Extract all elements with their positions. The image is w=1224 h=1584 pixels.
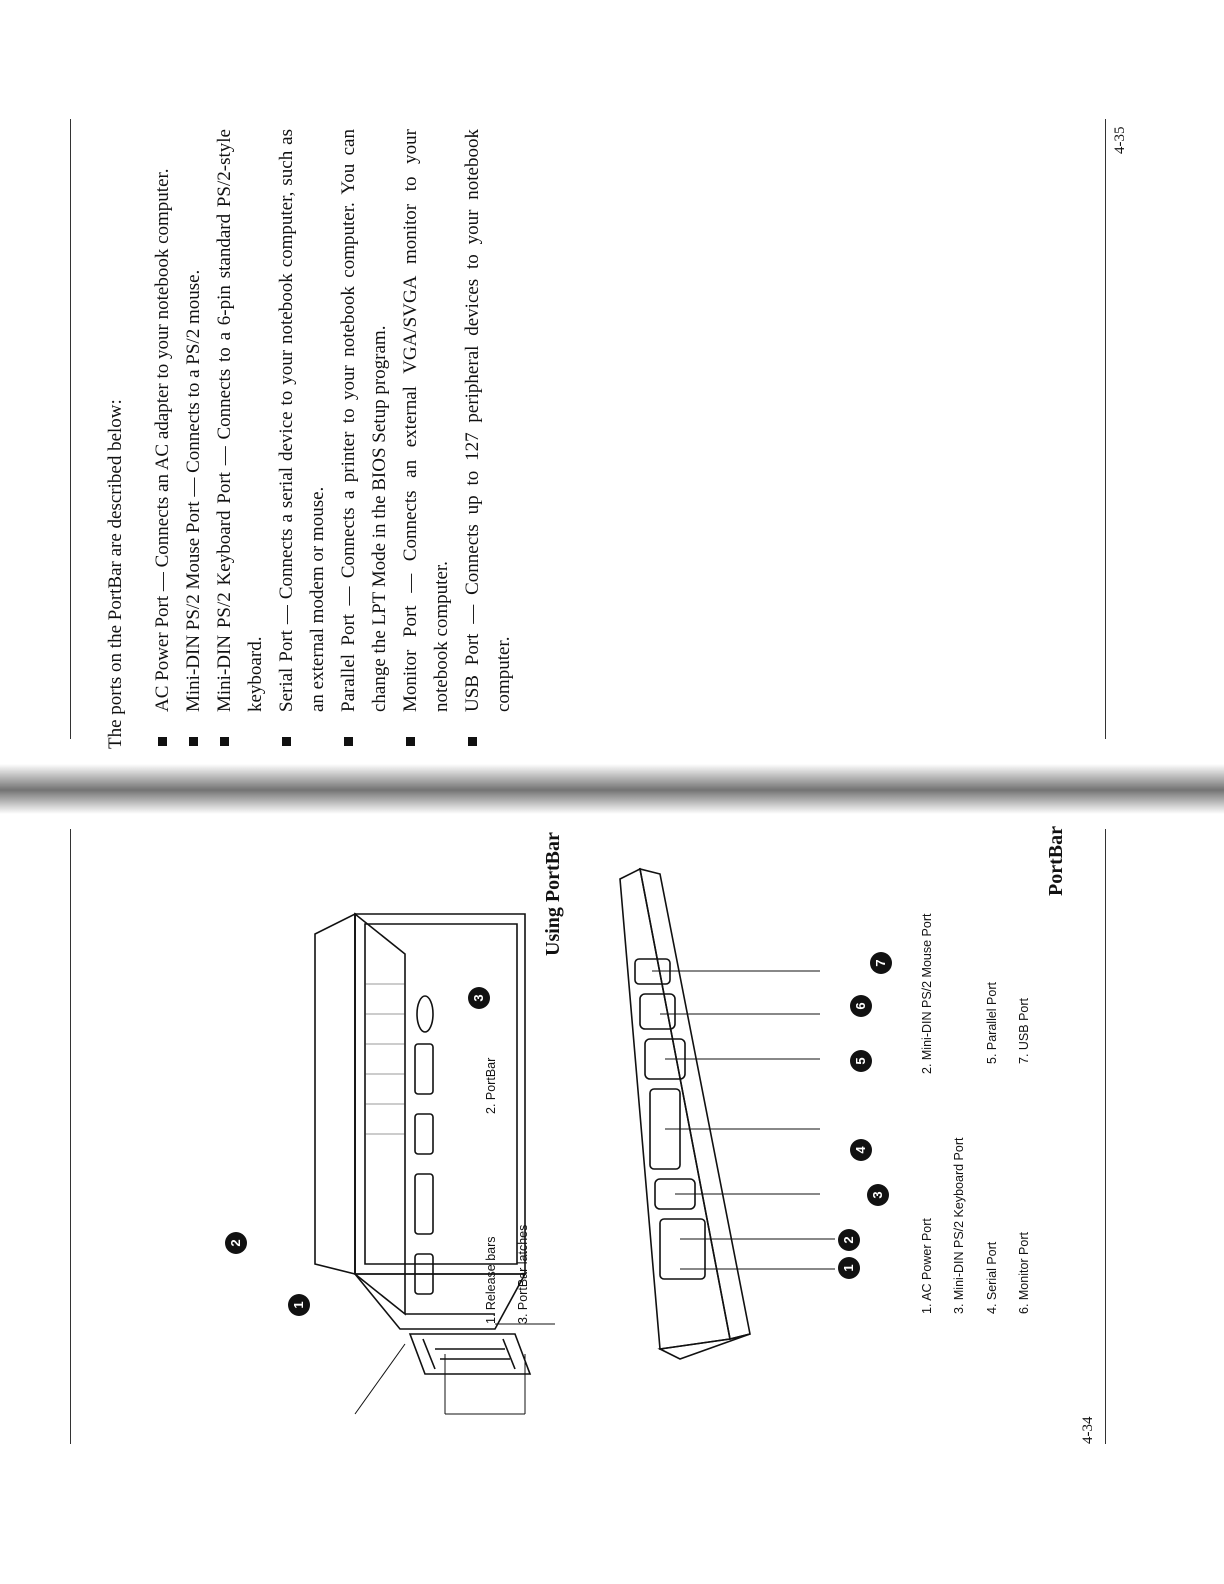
- right-top-rule: [70, 119, 71, 739]
- callout-4-serial-port: 4: [850, 1139, 872, 1161]
- bullet-icon: [406, 737, 415, 746]
- right-bottom-rule: [1105, 119, 1106, 739]
- page-number-left: 4-34: [1080, 1416, 1096, 1444]
- legend-keyboard-port: 3. Mini-DIN PS/2 Keyboard Port: [952, 1137, 966, 1314]
- legend-ac-power-port: 1. AC Power Port: [920, 1218, 934, 1314]
- callout-7-usb-port: 7: [870, 952, 892, 974]
- legend-serial-port: 4. Serial Port: [985, 1241, 999, 1314]
- legend-parallel-port: 5. Parallel Port: [985, 982, 999, 1064]
- port-descriptions: [100, 129, 519, 749]
- callout-6-monitor-port: 6: [850, 995, 872, 1017]
- bullet-icon: [189, 737, 198, 746]
- figure1-caption: Using PortBar: [542, 832, 564, 956]
- bullet-icon: [282, 737, 291, 746]
- list-item: [178, 129, 209, 749]
- left-bottom-rule: [1105, 829, 1106, 1444]
- list-item: [147, 129, 178, 749]
- legend-portbar: 2. PortBar: [484, 1057, 498, 1114]
- callout-5-parallel-port: 5: [850, 1050, 872, 1072]
- port-desc-usb: USB Port — Connects up to 127 peripheral devices to your notebook computer.: [462, 129, 514, 712]
- list-item: [209, 129, 271, 749]
- legend-monitor-port: 6. Monitor Port: [1017, 1232, 1031, 1314]
- intro-text: The ports on the PortBar are described below:: [105, 399, 126, 749]
- callout-2-portbar: 2: [225, 1232, 247, 1254]
- callout-3-keyboard-port: 3: [867, 1184, 889, 1206]
- list-item: [271, 129, 333, 749]
- legend-mouse-port: 2. Mini-DIN PS/2 Mouse Port: [920, 913, 934, 1074]
- legend-usb-port: 7. USB Port: [1017, 998, 1031, 1064]
- port-desc-monitor: Monitor Port — Connects an external VGA/SVGA monitor to your notebook computer.: [400, 129, 452, 712]
- port-desc-mouse: Mini-DIN PS/2 Mouse Port — Connects to a PS/2 mouse.: [183, 269, 204, 712]
- bullet-icon: [344, 737, 353, 746]
- bullet-icon: [158, 737, 167, 746]
- port-desc-keyboard: Mini-DIN PS/2 Keyboard Port — Connects to a 6-pin standard PS/2-style keyboard.: [214, 129, 266, 712]
- portbar-illustration: [590, 859, 850, 1379]
- callout-1-release-bars: 1: [288, 1294, 310, 1316]
- book-gutter: [0, 764, 1224, 814]
- port-desc-parallel: Parallel Port — Connects a printer to your notebook computer. You can change the LPT Mode in the BIOS Setup program.: [338, 129, 390, 712]
- callout-2-mouse-port: 2: [838, 1229, 860, 1251]
- port-desc-serial: Serial Port — Connects a serial device to your notebook computer, such as an external modem or mouse.: [276, 129, 328, 712]
- figure2-caption: PortBar: [1045, 826, 1067, 896]
- left-top-rule: [70, 829, 71, 1444]
- legend-portbar-latches: 3. PortBar latches: [516, 1224, 530, 1324]
- list-item: [333, 129, 395, 749]
- notebook-with-portbar-illustration: [295, 834, 555, 1434]
- bullet-icon: [220, 737, 229, 746]
- page-number-right: 4-35: [1112, 126, 1128, 154]
- port-desc-ac-power: AC Power Port — Connects an AC adapter to your notebook computer.: [152, 168, 173, 712]
- legend-release-bars: 1. Release bars: [484, 1236, 498, 1324]
- callout-3-portbar-latches: 3: [468, 987, 490, 1009]
- list-item: [395, 129, 457, 749]
- callout-1-ac-power: 1: [838, 1257, 860, 1279]
- list-item: [457, 129, 519, 749]
- bullet-icon: [468, 737, 477, 746]
- port-list: [147, 129, 519, 749]
